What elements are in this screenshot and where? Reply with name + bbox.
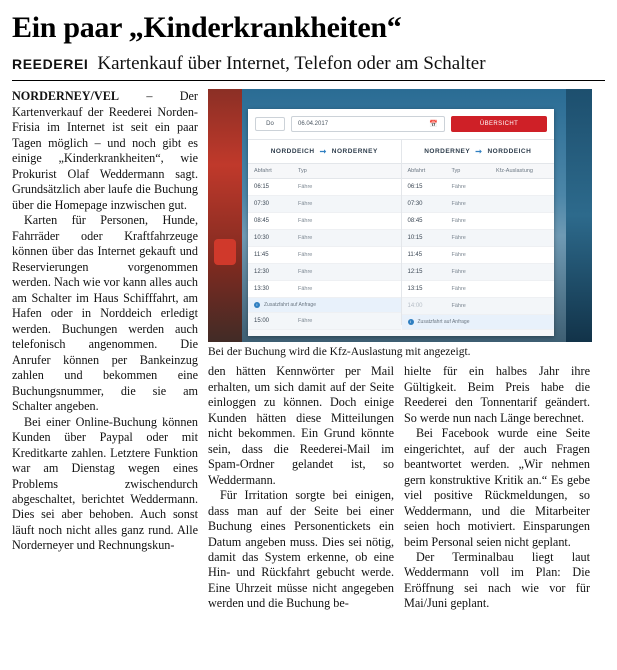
departure-time: 06:15: [407, 184, 423, 191]
departure-time: 11:45: [407, 252, 423, 259]
buoy-object: [214, 239, 236, 265]
note-text: Zusatzfahrt auf Anfrage: [264, 302, 316, 309]
vessel-type: Fähre: [298, 218, 313, 225]
table-row[interactable]: [248, 179, 401, 196]
departure-time: 13:30: [254, 286, 270, 293]
table-row[interactable]: [248, 313, 401, 330]
vessel-type: Fähre: [451, 269, 466, 276]
paragraph-text: – Der Kartenverkauf der Reederei Norden-Frisia im Internet ist seit ein paar Tagen möglich – und noch gibt es einige „Kinderkrankheiten“, wie Prokurist Olaf Weddermann sagt. Grundsätzlich aber laufe die Buchung über die Homepage inzwischen gut.: [12, 89, 198, 212]
lower-columns: [208, 364, 592, 612]
table-row[interactable]: [402, 281, 555, 298]
col-capacity: [343, 168, 395, 174]
table-row[interactable]: [402, 230, 555, 247]
vessel-type: Fähre: [451, 235, 466, 242]
page-title: Ein paar „Kinderkrankheiten“: [12, 11, 402, 44]
departure-time: 14:00: [407, 303, 423, 310]
vessel-type: Fähre: [298, 269, 313, 276]
table-row[interactable]: [248, 196, 401, 213]
arrow-right-icon: ➞: [319, 147, 327, 157]
booking-app: [248, 109, 554, 336]
article-page: [0, 12, 617, 670]
departure-time: 08:45: [254, 218, 270, 225]
departure-tables: [248, 164, 554, 325]
right-block: [208, 89, 592, 612]
col-departure: Abfahrt: [254, 168, 272, 175]
col-capacity: Kfz-Auslastung: [496, 168, 533, 175]
vessel-type: Fähre: [451, 218, 466, 225]
info-icon: i: [408, 319, 414, 325]
vessel-type: Fähre: [451, 201, 466, 208]
departure-time: 15:00: [254, 318, 270, 325]
vessel-type: Fähre: [451, 252, 466, 259]
paragraph: [12, 89, 198, 213]
departure-time: 12:30: [254, 269, 270, 276]
table-row[interactable]: [402, 179, 555, 196]
vessel-type: Fähre: [451, 286, 466, 293]
vessel-type: Fähre: [451, 184, 466, 191]
route-tab-outbound[interactable]: [248, 140, 401, 163]
route-to: NORDDEICH: [487, 148, 532, 156]
departure-time: 08:45: [407, 218, 423, 225]
table-return: [401, 164, 555, 325]
route-from: NORDERNEY: [424, 148, 471, 156]
col-type: Typ: [451, 168, 461, 175]
search-button[interactable]: ÜBERSICHT: [451, 116, 547, 132]
vessel-type: Fähre: [298, 201, 313, 208]
screenshot-photo: [208, 89, 592, 342]
info-icon: i: [254, 302, 260, 308]
paragraph: hielte für ein halbes Jahr ihre Gültigkeit. Beim Preis habe die Reederei den Tonnentarif geändert. So werde nun nach Länge berechnet.: [404, 364, 590, 425]
figure: [208, 89, 592, 360]
vessel-type: Fähre: [298, 318, 313, 325]
paragraph: Karten für Personen, Hunde, Fahrräder oder Kraftfahrzeuge können über das Internet gekauft und Reservierungen vorgenommen werden. Nach wie vor kann alles auch am Schalter im Haus Schifffahrt, am Hafen oder in Norddeich erledigt werden. Buchungen werden auch telefonisch angenommen. Die Anrufer können per Bankeinzug zahlen und bekommen eine Buchungsnummer, die sie am Schalter angeben.: [12, 213, 198, 414]
vessel-type: Fähre: [298, 252, 313, 259]
arrow-right-icon: ➞: [475, 147, 483, 157]
paragraph: den hätten Kennwörter per Mail erhalten, um sich damit auf der Seite einloggen zu können. Doch einige Kunden hätten diese Mitteilungen nicht bekommen. Ein Grund könnte sein, dass die Reederei-Mail im Spam-Ordner gelandet ist, so Weddermann.: [208, 364, 394, 487]
paragraph: Bei einer Online-Buchung können Kunden über Paypal oder mit Kreditkarte zahlen. Letztere Funktion war am Dienstag wegen eines Problems zwischendurch abgeschaltet, berichtet Weddermann. Dies sei aber behoben. Auch sonst läuft noch nicht alles ganz rund. Alle Norderneyer und Rechnungskun-: [12, 414, 198, 553]
table-row[interactable]: [402, 213, 555, 230]
table-row[interactable]: [402, 247, 555, 264]
note-row: [402, 315, 555, 330]
route-from: NORDDEICH: [270, 148, 315, 156]
table-header: [248, 164, 401, 179]
figure-caption: Bei der Buchung wird die Kfz-Auslastung mit angezeigt.: [208, 346, 471, 359]
paragraph: Der Terminalbau liegt laut Weddermann voll im Plan: Die Eröffnung sei nach wie vor für Mai/Juni geplant.: [404, 550, 590, 611]
table-outbound: [248, 164, 401, 325]
departure-time: 13:15: [407, 286, 423, 293]
vessel-type: Fähre: [298, 235, 313, 242]
col-type: Typ: [298, 168, 307, 175]
departure-time: 11:45: [254, 252, 269, 259]
vessel-type: Fähre: [298, 286, 313, 293]
table-row[interactable]: [248, 230, 401, 247]
column-1: [12, 89, 198, 612]
table-row[interactable]: [248, 264, 401, 281]
departure-time: 07:30: [254, 201, 270, 208]
app-toolbar: [248, 109, 554, 140]
col-departure: Abfahrt: [407, 168, 426, 175]
vessel-type: Fähre: [451, 303, 466, 310]
day-select[interactable]: Do: [255, 117, 285, 131]
table-row[interactable]: [402, 264, 555, 281]
table-row[interactable]: [248, 247, 401, 264]
table-header: [402, 164, 555, 179]
departure-time: 10:15: [407, 235, 423, 242]
departure-time: 10:30: [254, 235, 270, 242]
paragraph: Bei Facebook wurde eine Seite eingerichtet, auf der auch Fragen beantwortet werden. „Wir nehmen gern konstruktive Kritik an.“ Es gebe viel positive Rückmeldungen, so Weddermann, und die Mitarbeiter seien hoch motiviert. Einsparungen beim Personal seien nicht geplant.: [404, 426, 590, 549]
column-2: [208, 364, 394, 612]
paragraph: Für Irritation sorgte bei einigen, dass man auf der Seite bei einer Buchung eines Personentickets ein Datum angeben muss. Dies sei nötig, damit das System erkenne, ob eine Hin- und Rückfahrt gebucht werde. Eine Uhrzeit müsse nicht angegeben werden und die Buchung be-: [208, 488, 394, 611]
date-value: 06.04.2017: [298, 121, 329, 128]
route-tab-return[interactable]: [401, 140, 555, 163]
departure-time: 07:30: [407, 201, 423, 208]
table-row[interactable]: [402, 298, 555, 315]
departure-time: 06:15: [254, 184, 270, 191]
departure-time: 12:15: [407, 269, 423, 276]
dateline: NORDERNEY/VEL: [12, 89, 119, 104]
date-input[interactable]: [291, 116, 445, 132]
article-subhead: Kartenkauf über Internet, Telefon oder am Schalter: [97, 52, 486, 74]
column-3: [404, 364, 590, 612]
table-row[interactable]: [248, 213, 401, 230]
section-kicker: REEDEREI: [12, 55, 89, 72]
route-header: [248, 140, 554, 164]
calendar-icon[interactable]: 📅: [429, 121, 438, 129]
note-text: Zusatzfahrt auf Anfrage: [417, 319, 470, 326]
route-to: NORDERNEY: [331, 148, 378, 156]
note-row: [248, 298, 401, 313]
vessel-type: Fähre: [298, 184, 313, 191]
table-row[interactable]: [402, 196, 555, 213]
article-body: [12, 89, 605, 612]
table-row[interactable]: [248, 281, 401, 298]
subhead-row: [12, 54, 605, 82]
